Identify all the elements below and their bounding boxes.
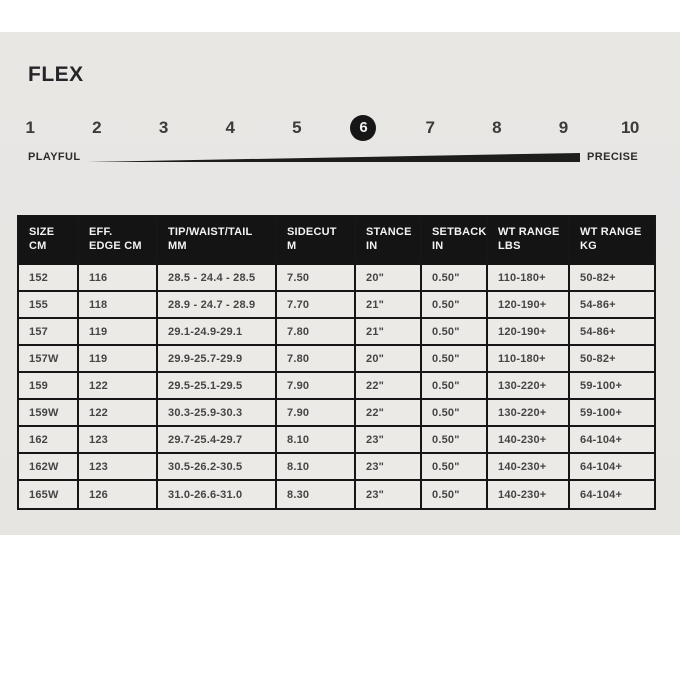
table-cell: 0.50" <box>422 427 488 454</box>
table-cell: 21" <box>356 292 422 319</box>
table-cell: 0.50" <box>422 346 488 373</box>
column-header: WT RANGE LBS <box>488 217 570 265</box>
table-cell: 30.5-26.2-30.5 <box>158 454 277 481</box>
table-cell: 0.50" <box>422 292 488 319</box>
flex-scale-selected-number: 6 <box>350 115 376 141</box>
table-cell: 28.5 - 24.4 - 28.5 <box>158 265 277 292</box>
column-header: SIZE CM <box>19 217 79 265</box>
flex-meter-wedge <box>86 153 580 162</box>
column-header: TIP/WAIST/TAIL MM <box>158 217 277 265</box>
table-cell: 23" <box>356 481 422 508</box>
table-cell: 7.80 <box>277 346 356 373</box>
table-cell: 29.5-25.1-29.5 <box>158 373 277 400</box>
flex-scale-number: 1 <box>25 118 35 137</box>
table-cell: 122 <box>79 373 158 400</box>
table-cell: 20" <box>356 346 422 373</box>
table-cell: 23" <box>356 427 422 454</box>
table-cell: 162 <box>19 427 79 454</box>
table-cell: 54-86+ <box>570 319 654 346</box>
spec-sheet-panel <box>0 32 680 535</box>
table-cell: 119 <box>79 346 158 373</box>
table-cell: 120-190+ <box>488 292 570 319</box>
table-cell: 59-100+ <box>570 373 654 400</box>
table-cell: 28.9 - 24.7 - 28.9 <box>158 292 277 319</box>
flex-scale-number: 8 <box>492 118 502 137</box>
flex-scale-number: 4 <box>225 118 235 137</box>
table-cell: 7.80 <box>277 319 356 346</box>
table-cell: 0.50" <box>422 319 488 346</box>
table-cell: 50-82+ <box>570 346 654 373</box>
table-cell: 123 <box>79 427 158 454</box>
table-cell: 110-180+ <box>488 265 570 292</box>
table-cell: 64-104+ <box>570 481 654 508</box>
flex-meter-label-playful: PLAYFUL <box>28 151 81 163</box>
column-header: SETBACK IN <box>422 217 488 265</box>
table-cell: 157W <box>19 346 79 373</box>
table-cell: 64-104+ <box>570 454 654 481</box>
table-cell: 119 <box>79 319 158 346</box>
flex-scale-number: 10 <box>620 118 639 137</box>
table-cell: 130-220+ <box>488 373 570 400</box>
table-cell: 7.90 <box>277 373 356 400</box>
table-cell: 8.10 <box>277 454 356 481</box>
column-header: STANCE IN <box>356 217 422 265</box>
column-header: WT RANGE KG <box>570 217 654 265</box>
table-cell: 126 <box>79 481 158 508</box>
table-cell: 130-220+ <box>488 400 570 427</box>
table-cell: 152 <box>19 265 79 292</box>
table-cell: 140-230+ <box>488 481 570 508</box>
table-cell: 59-100+ <box>570 400 654 427</box>
table-cell: 116 <box>79 265 158 292</box>
flex-scale-number: 5 <box>292 118 302 137</box>
table-cell: 64-104+ <box>570 427 654 454</box>
spec-table <box>17 215 656 510</box>
table-cell: 0.50" <box>422 265 488 292</box>
table-cell: 0.50" <box>422 481 488 508</box>
table-cell: 155 <box>19 292 79 319</box>
table-cell: 20" <box>356 265 422 292</box>
table-cell: 122 <box>79 400 158 427</box>
table-cell: 29.7-25.4-29.7 <box>158 427 277 454</box>
flex-scale-numbers <box>16 115 644 141</box>
table-cell: 110-180+ <box>488 346 570 373</box>
table-cell: 7.90 <box>277 400 356 427</box>
table-cell: 118 <box>79 292 158 319</box>
table-cell: 31.0-26.6-31.0 <box>158 481 277 508</box>
table-cell: 22" <box>356 373 422 400</box>
table-cell: 159 <box>19 373 79 400</box>
table-cell: 54-86+ <box>570 292 654 319</box>
table-cell: 50-82+ <box>570 265 654 292</box>
table-cell: 22" <box>356 400 422 427</box>
table-cell: 29.9-25.7-29.9 <box>158 346 277 373</box>
table-cell: 29.1-24.9-29.1 <box>158 319 277 346</box>
table-cell: 8.10 <box>277 427 356 454</box>
flex-scale-number: 7 <box>425 118 435 137</box>
table-cell: 162W <box>19 454 79 481</box>
flex-scale-number: 2 <box>92 118 102 137</box>
table-cell: 120-190+ <box>488 319 570 346</box>
table-cell: 7.70 <box>277 292 356 319</box>
table-cell: 165W <box>19 481 79 508</box>
table-cell: 123 <box>79 454 158 481</box>
table-cell: 8.30 <box>277 481 356 508</box>
table-cell: 0.50" <box>422 373 488 400</box>
table-cell: 0.50" <box>422 454 488 481</box>
column-header: SIDECUT M <box>277 217 356 265</box>
table-cell: 159W <box>19 400 79 427</box>
table-cell: 0.50" <box>422 400 488 427</box>
table-cell: 21" <box>356 319 422 346</box>
flex-meter-label-precise: PRECISE <box>587 151 639 163</box>
page-title: FLEX <box>28 63 84 86</box>
flex-scale-number: 9 <box>558 118 568 137</box>
table-cell: 30.3-25.9-30.3 <box>158 400 277 427</box>
table-cell: 7.50 <box>277 265 356 292</box>
table-cell: 157 <box>19 319 79 346</box>
table-cell: 140-230+ <box>488 427 570 454</box>
table-cell: 23" <box>356 454 422 481</box>
flex-scale-number: 3 <box>158 118 168 137</box>
table-cell: 140-230+ <box>488 454 570 481</box>
column-header: EFF. EDGE CM <box>79 217 158 265</box>
